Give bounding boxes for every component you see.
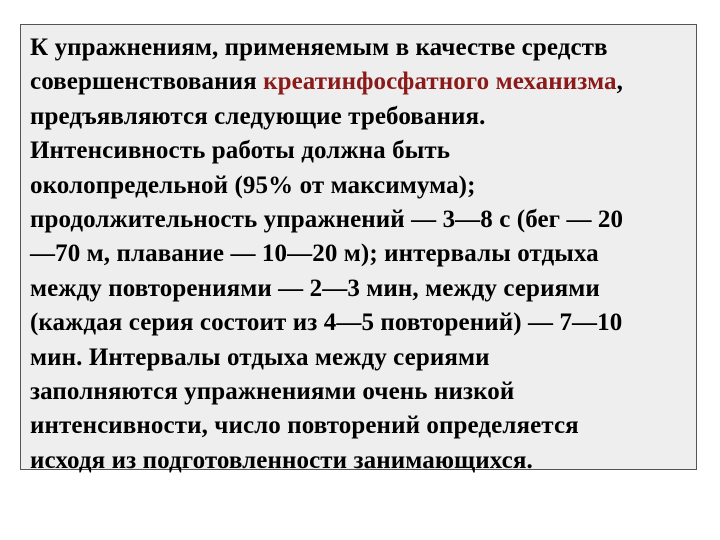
text-line-content: интенсивности, число повторений определяется — [30, 412, 579, 440]
text-line-content: продолжительность упражнений — 3—8 с (бег — 20 — [30, 206, 624, 234]
text-line-content: совершенствования — [30, 68, 264, 96]
text-line — [30, 444, 688, 478]
text-line — [30, 100, 688, 134]
text-line-content: заполняются упражнениями очень низкой — [30, 378, 515, 406]
text-line — [30, 237, 688, 271]
text-line-content: исходя из подготовленности занимающихся. — [30, 446, 533, 474]
text-line-content: К упражнениям, применяемым в качестве средств — [30, 34, 608, 61]
text-line-content: Интенсивность работы должна быть — [30, 137, 451, 165]
text-line — [30, 375, 688, 409]
highlighted-term: креатинфосфатного механизма — [263, 68, 617, 96]
text-line-content: предъявляются следующие требования. — [30, 102, 486, 130]
text-line — [30, 169, 688, 203]
text-line — [30, 134, 688, 168]
text-line — [30, 409, 688, 443]
text-line — [30, 203, 688, 237]
body-paragraph — [30, 31, 688, 478]
text-line — [30, 31, 688, 65]
text-line — [30, 306, 688, 340]
text-line-content: (каждая серия состоит из 4—5 повторений) — 7—10 — [30, 309, 623, 337]
text-line-content: между повторениями — 2—3 мин, между сериями — [30, 274, 600, 302]
text-line-content: околопредельной (95% от максимума); — [30, 171, 476, 199]
text-line-content: —70 м, плавание — 10—20 м); интервалы отдыха — [30, 240, 599, 268]
text-line-content: мин. Интервалы отдыха между сериями — [30, 343, 490, 371]
text-box — [20, 24, 697, 474]
text-line — [30, 65, 688, 99]
text-line-punctuation: , — [616, 68, 624, 96]
text-line — [30, 272, 688, 306]
text-line — [30, 341, 688, 375]
